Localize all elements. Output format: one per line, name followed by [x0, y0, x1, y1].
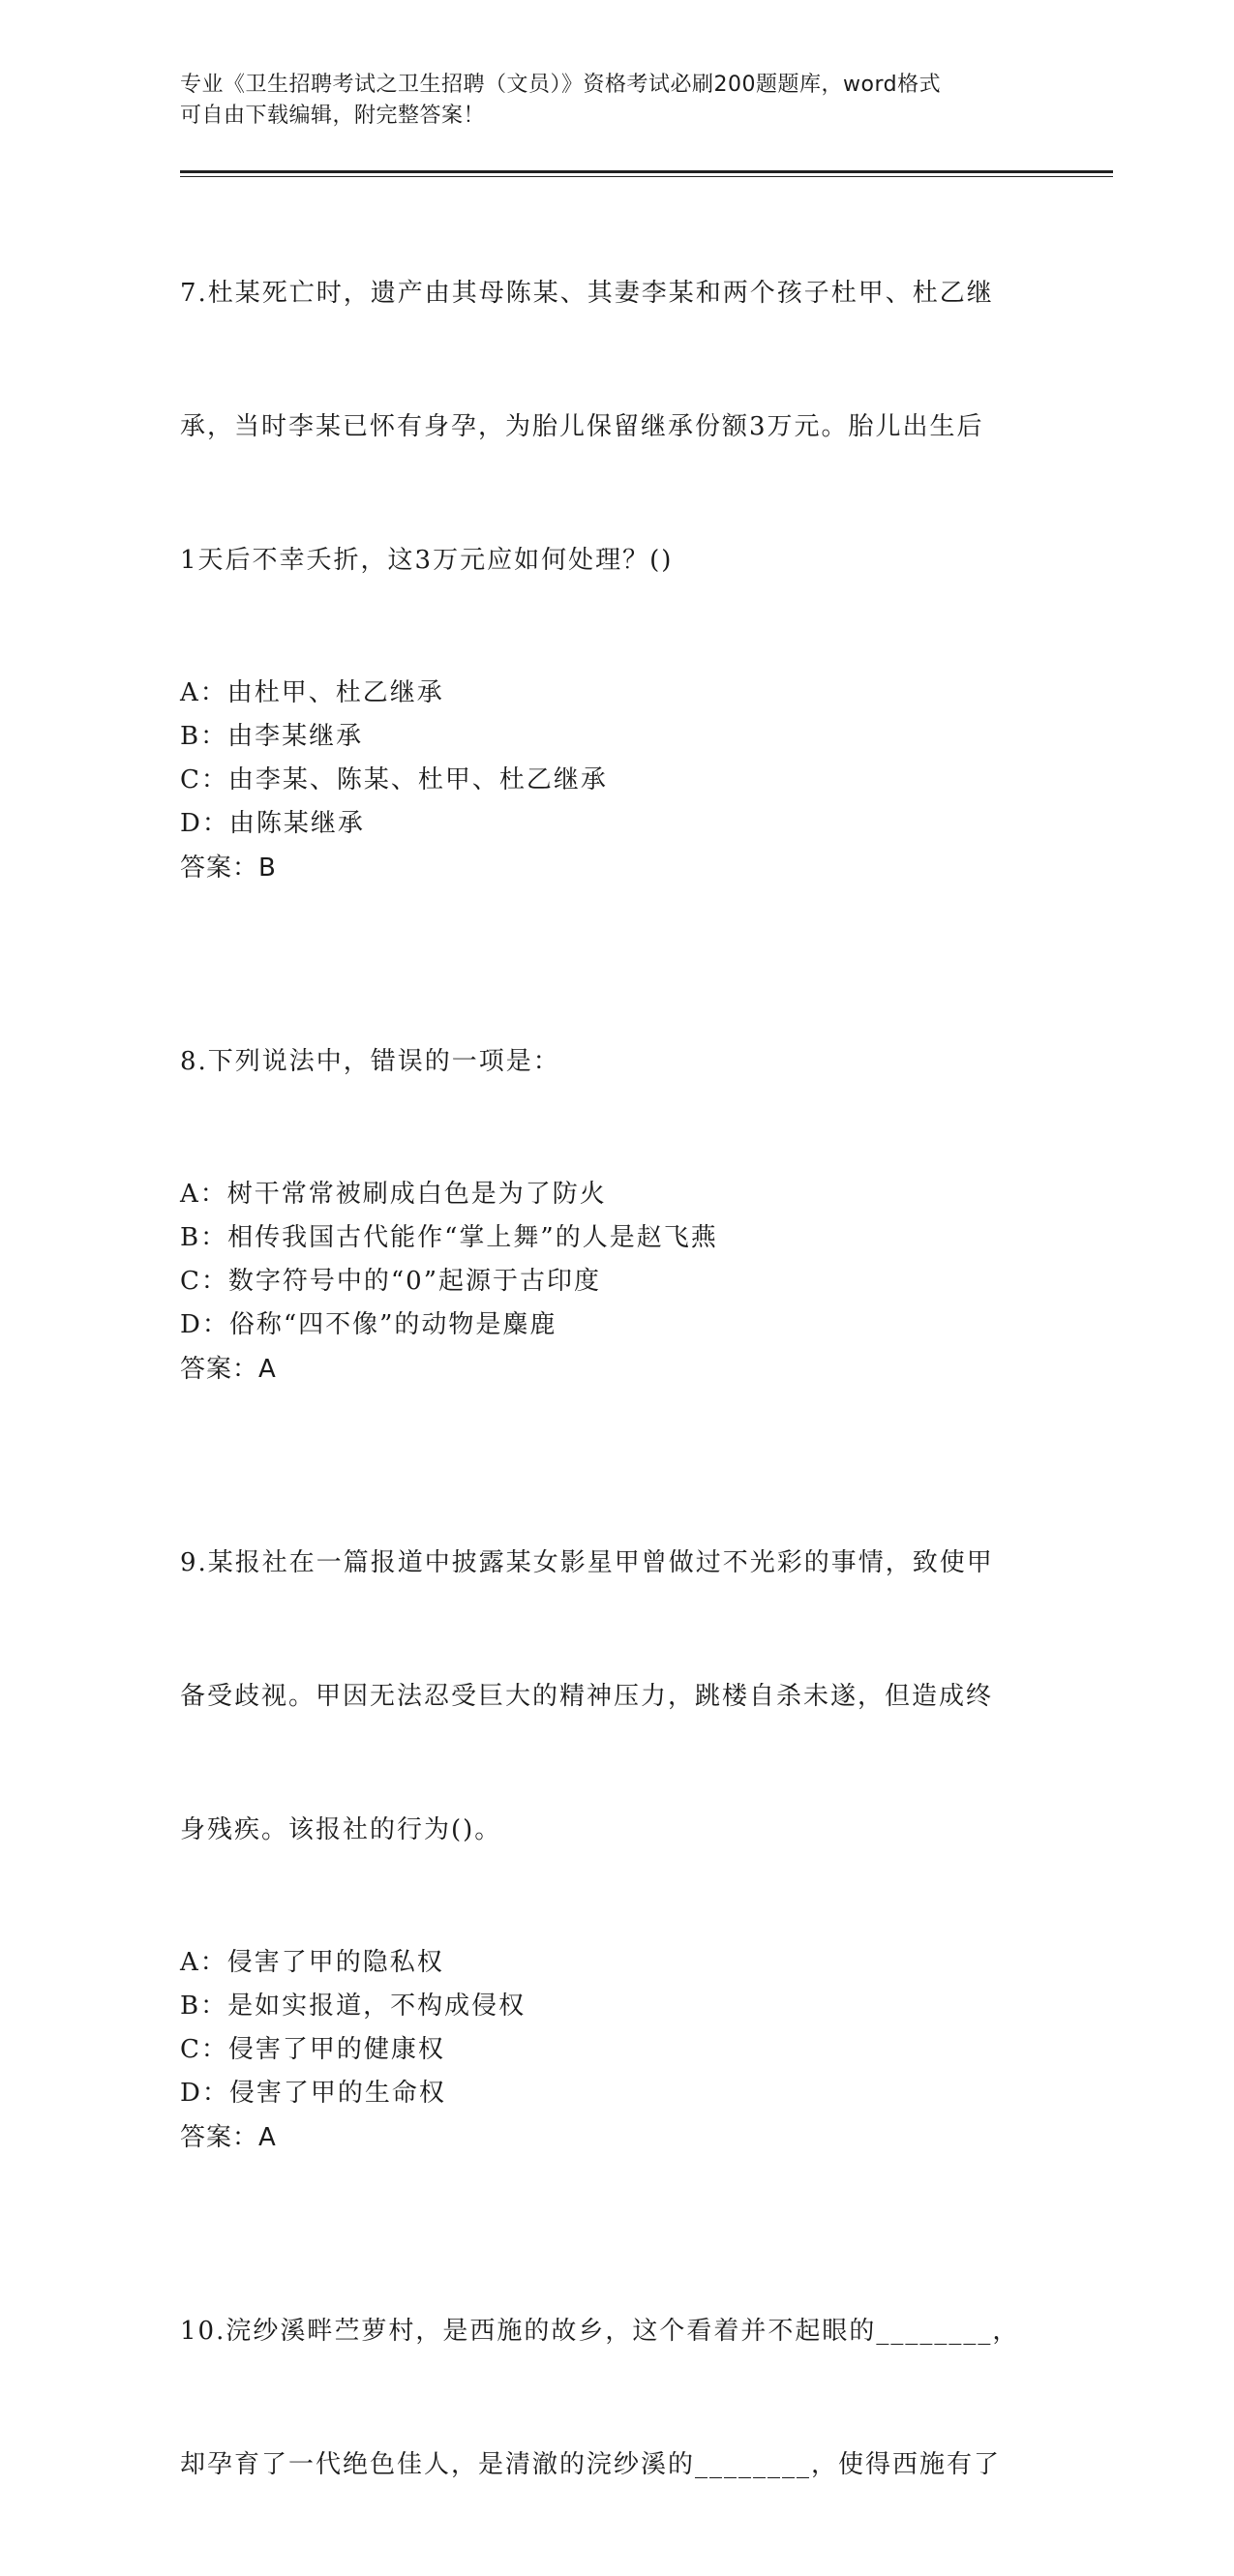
option-c: C：侵害了甲的健康权: [180, 2035, 445, 2064]
question-stem: [180, 2220, 1051, 2576]
option-a: A：侵害了甲的隐私权: [180, 1948, 444, 1977]
question-stem-line: 10.浣纱溪畔苎萝村，是西施的故乡，这个看着并不起眼的________，: [180, 2317, 1020, 2346]
question-stem-line: 承，当时李某已怀有身孕，为胎儿保留继承份额3万元。胎儿出生后: [180, 412, 984, 441]
option-a: A：树干常常被刷成白色是为了防火: [180, 1180, 607, 1209]
question-stem-line: 8.下列说法中，错误的一项是：: [180, 1047, 560, 1076]
option-c: C：数字符号中的“0”起源于古印度: [180, 1267, 602, 1296]
option-a: A：由杜甲、杜乙继承: [180, 678, 444, 707]
answer-label: 答案：A: [180, 2123, 277, 2152]
option-b: B：是如实报道，不构成侵权: [180, 1992, 527, 2021]
question-8: [180, 950, 1051, 1392]
question-spacer: [180, 1392, 1051, 1452]
header-divider-thick: [180, 170, 1113, 173]
option-b: B：由李某继承: [180, 722, 364, 751]
question-list: [180, 182, 1051, 2576]
option-c: C：由李某、陈某、杜甲、杜乙继承: [180, 765, 608, 794]
option-d: D：俗称“四不像”的动物是麋鹿: [180, 1310, 557, 1339]
header-title-line-1: 专业《卫生招聘考试之卫生招聘（文员）》资格考试必刷200题题库，word格式: [180, 73, 942, 97]
document-header: [180, 70, 1032, 132]
question-9: [180, 1452, 1051, 2160]
question-stem: [180, 1452, 1051, 1941]
question-stem-line: 1天后不幸夭折，这3万元应如何处理？(): [180, 546, 674, 575]
question-stem-line: 却孕育了一代绝色佳人，是清澈的浣纱溪的________，使得西施有了: [180, 2450, 1002, 2479]
question-spacer: [180, 890, 1051, 950]
answer-label: 答案：A: [180, 1355, 277, 1384]
question-7: [180, 182, 1051, 890]
answer-label: 答案：B: [180, 854, 277, 883]
question-10: [180, 2220, 1051, 2576]
question-stem-line: 备受歧视。甲因无法忍受巨大的精神压力，跳楼自杀未遂，但造成终: [180, 1682, 994, 1711]
option-d: D：由陈某继承: [180, 809, 365, 838]
header-divider-thin: [180, 176, 1113, 177]
option-d: D：侵害了甲的生命权: [180, 2079, 446, 2108]
question-stem: [180, 950, 1051, 1173]
question-spacer: [180, 2160, 1051, 2220]
header-title-line-2: 可自由下载编辑，附完整答案！: [180, 104, 486, 128]
question-stem-line: 9.某报社在一篇报道中披露某女影星甲曾做过不光彩的事情，致使甲: [180, 1548, 994, 1577]
option-b: B：相传我国古代能作“掌上舞”的人是赵飞燕: [180, 1223, 718, 1252]
question-stem: [180, 182, 1051, 672]
question-stem-line: 身残疾。该报社的行为()。: [180, 1815, 502, 1844]
question-stem-line: 7.杜某死亡时，遗产由其母陈某、其妻李某和两个孩子杜甲、杜乙继: [180, 279, 994, 308]
